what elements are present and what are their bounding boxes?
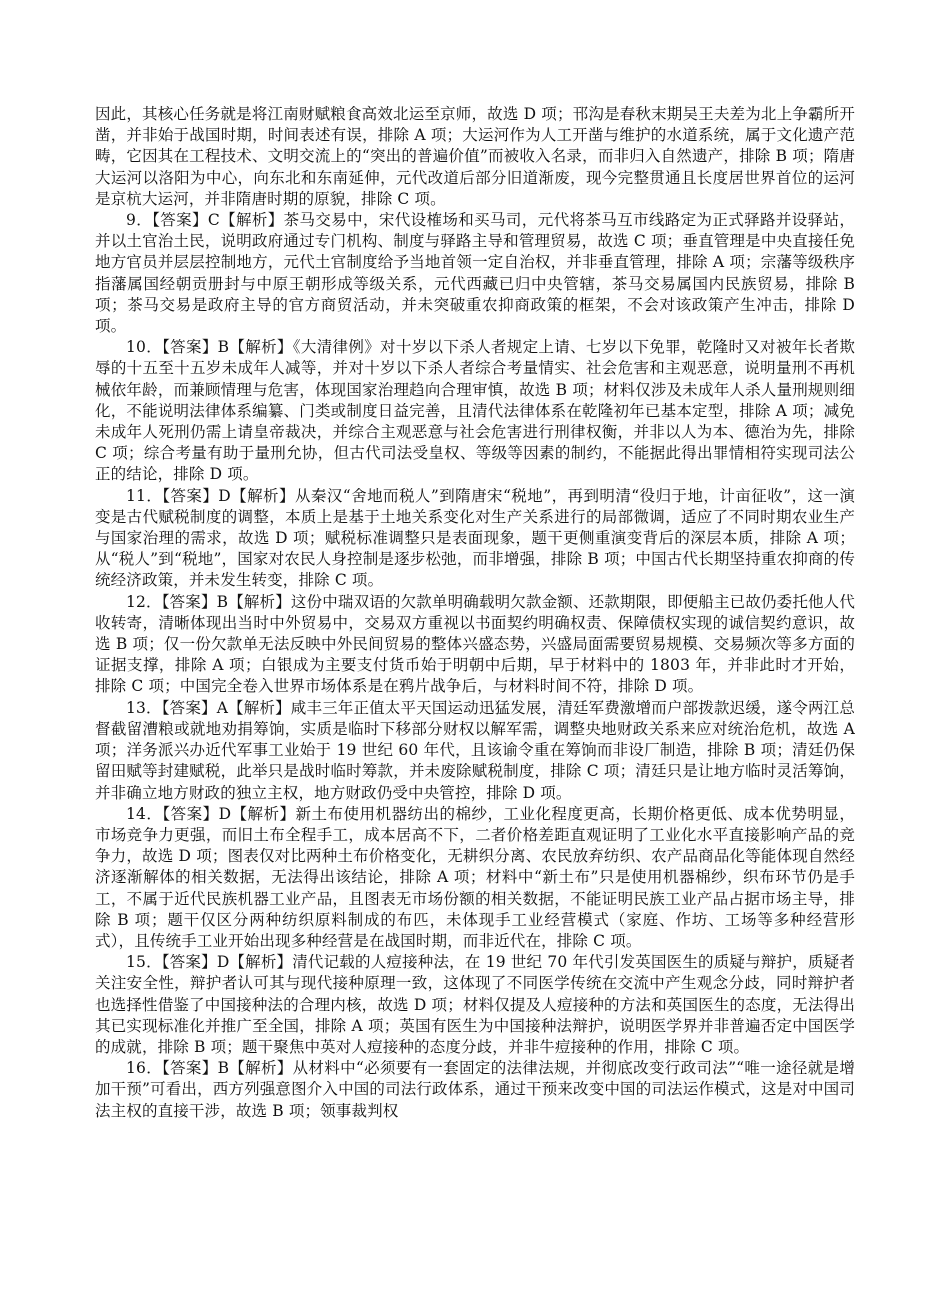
analysis-label: 【解析】 [231, 804, 296, 823]
question-12-explanation [95, 592, 855, 698]
question-15-explanation [95, 952, 855, 1058]
paragraph-text: 清代记载的人痘接种法，在 19 世纪 70 年代引发英国医生的质疑与辩护，质疑者关注安全性，辩护者认可其与现代接种原理一致，这体现了不同医学传统在交流中产生观念分歧，同时辩护者也选择性借鉴了中国接种法的合理内核，故选 D 项；材料仅提及人痘接种的方法和英国医生的态度，无法得出其已实现标准化并推广至全国，排除 A 项；英国有医生为中国接种法辩护，说明医学界并非普遍否定中国医学的成就，排除 B 项；题干聚焦中英对人痘接种的态度分歧，并非牛痘接种的作用，排除 C 项。 [95, 953, 855, 1056]
answer-label: 【答案】 [162, 338, 218, 357]
answer-letter: D [216, 953, 230, 972]
paragraph-text: 咸丰三年正值太平天国运动迅猛发展，清廷军费激增而户部拨款迟缓，遂令两江总督截留漕粮或就地劝捐筹饷，实质是临时下移部分财权以解军需，调整央地财政关系来应对统治危机，故选 A 项；洋务派兴办近代军事工业始于 19 世纪 60 年代，且该谕令重在筹饷而非设厂制造，排除 B 项；清廷仍保留田赋等封建赋税，此举只是战时临时筹款，并未废除赋税制度，排除 C 项；清廷只是让地方临时灵活筹饷，并非确立地方财政的独立主权，地方财政仍受中央管控，排除 D 项。 [95, 698, 856, 802]
question-number: 9． [126, 211, 153, 230]
question-number: 16． [126, 1059, 163, 1078]
answer-letter: D [218, 804, 232, 823]
paragraph-text: 从材料中“必须要有一套固定的法律法规，并彻底改变行政司法”“唯一途径就是增加干预”可看出，西方列强意图介入中国的司法行政体系，通过干预来改变中国的司法运作模式，这是对中国司法主权的直接干涉，故选 B 项；领事裁判权 [95, 1059, 855, 1120]
question-16-explanation [95, 1058, 855, 1122]
question-13-explanation [95, 698, 855, 804]
answer-label: 【答案】 [162, 486, 219, 505]
paragraph-text: 茶马交易中，宋代设榷场和买马司，元代将茶马互市线路定为正式驿路并设驿站，并以土官治土民，说明政府通过专门机构、制度与驿路主导和管理贸易，故选 C 项；垂直管理是中央直接任免地方官员并层层控制地方，元代土官制度给予当地首领一定自治权，并非垂直管理，排除 A 项；宗藩等级秩序指藩属国经朝贡册封与中原王朝形成等级关系，元代西藏已归中央管辖，茶马交易属国内民族贸易，排除 B 项；茶马交易是政府主导的官方商贸活动，并未突破重农抑商政策的框架，不会对该政策产生冲击，排除 D 项。 [95, 211, 856, 336]
question-number: 13． [126, 698, 162, 717]
answer-letter: D [218, 486, 231, 505]
analysis-label: 【解析】 [228, 592, 291, 611]
question-9-explanation [95, 210, 855, 337]
answer-label: 【答案】 [162, 804, 219, 823]
document-page [95, 104, 855, 1122]
paragraph-text: 新土布使用机器纺出的棉纱，工业化程度更高，长期价格更低、成本优势明显，市场竞争力更强，而旧土布全程手工，成本居高不下，二者价格差距直观证明了工业化水平直接影响产品的竞争力，故选 D 项；图表仅对比两种土布价格变化，无耕织分离、农民放弃纺织、农产品商品化等能体现自然经济逐渐解体的相关数据，无法得出该结论，排除 A 项；材料中“新土布”只是使用机器棉纱，织布环节仍是手工，不属于近代民族机器工业产品，且图表无市场份额的相关数据，不能证明民族工业产品占据市场主导，排除 B 项；题干仅区分两种纺织原料制成的布匹，未体现手工业经营模式（家庭、作坊、工场等多种经营形式），且传统手工业开始出现多种经营是在战国时期，而非近代在，排除 C 项。 [95, 804, 855, 950]
answer-label: 【答案】 [161, 698, 217, 717]
answer-letter: B [216, 592, 229, 611]
question-number: 11． [126, 486, 163, 505]
analysis-label: 【解析】 [219, 211, 284, 230]
paragraph-text: 这份中瑞双语的欠款单明确载明欠款金额、还款期限，即便船主已故仍委托他人代收转寄，清晰体现出当时中外贸易中，交易双方重视以书面契约明确权责、保障债权实现的诚信契约意识，故选 B 项；仅一份欠款单无法反映中外民间贸易的整体兴盛态势，兴盛局面需要贸易规模、交易频次等多方面的证据支撑，排除 A 项；白银成为主要支付货币始于明朝中后期，早于材料中的 1803 年，并非此时才开始，排除 C 项；中国完全卷入世界市场体系是在鸦片战争后，与材料时间不符，排除 D 项。 [95, 592, 855, 696]
paragraph-text: 《大清律例》对十岁以下杀人者规定上请、七岁以下免罪，乾隆时又对被年长者欺辱的十五至十五岁未成年人减等，并对十岁以下杀人者综合考量情实、社会危害和主观恶意，说明量刑不再机械依年龄，而兼顾情理与危害，体现国家治理趋向合理审慎，故选 B 项；材料仅涉及未成年人杀人量刑规则细化，不能说明法律体系编纂、门类或制度日益完善，且清代法律体系在乾隆初年已基本定型，排除 A 项；减免未成年人死刑仍需上请皇帝裁决，并综合主观恶意与社会危害进行刑律权衡，并非以人为本、德治为先，排除 C 项；综合考量有助于量刑允协，但古代司法受皇权、等级等因素的制约，不能据此得出罪情相符实现司法公正的结论，排除 D 项。 [95, 338, 855, 484]
question-11-explanation [95, 486, 855, 592]
answer-letter: C [207, 211, 220, 230]
paragraph-text: 因此，其核心任务就是将江南财赋粮食高效北运至京师，故选 D 项；邗沟是春秋末期吴王夫差为北上争霸所开凿，并非始于战国时期，时间表述有误，排除 A 项；大运河作为人工开凿与维护的水道系统，属于文化遗产范畴，它因其在工程技术、文明交流上的“突出的普遍价值”而被收入名录，而非归入自然遗产，排除 B 项；隋唐大运河以洛阳为中心，向东北和东南延伸，元代改道后部分旧道渐废，现今完整贯通且长度居世界首位的运河是京杭大运河，并非隋唐时期的原貌，排除 C 项。 [95, 105, 855, 208]
analysis-label: 【解析】 [230, 486, 295, 505]
analysis-label: 【解析】 [229, 338, 293, 357]
answer-letter: B [217, 338, 230, 357]
question-10-explanation [95, 337, 855, 485]
question-14-explanation [95, 804, 855, 952]
question-number: 10． [126, 338, 163, 357]
analysis-label: 【解析】 [229, 953, 293, 972]
analysis-label: 【解析】 [228, 698, 291, 717]
answer-label: 【答案】 [161, 953, 217, 972]
question-number: 15． [126, 953, 162, 972]
answer-label: 【答案】 [161, 592, 217, 611]
paragraph-continuation [95, 104, 855, 210]
answer-label: 【答案】 [152, 211, 208, 230]
answer-letter: A [216, 698, 229, 717]
answer-letter: B [217, 1059, 230, 1078]
answer-label: 【答案】 [162, 1059, 218, 1078]
question-number: 12． [126, 592, 162, 611]
question-number: 14． [126, 804, 163, 823]
analysis-label: 【解析】 [229, 1059, 293, 1078]
paragraph-text: 从秦汉“舍地而税人”到隋唐宋“税地”，再到明清“役归于地，计亩征收”，这一演变是古代赋税制度的调整，本质上是基于土地关系变化对生产关系进行的局部微调，适应了不同时期农业生产与国家治理的需求，故选 D 项；赋税标准调整只是表面现象，题干更侧重演变背后的深层本质，排除 A 项；从“税人”到“税地”，国家对农民人身控制是逐步松弛，而非增强，排除 B 项；中国古代长期坚持重农抑商的传统经济政策，并未发生转变，排除 C 项。 [95, 486, 855, 590]
